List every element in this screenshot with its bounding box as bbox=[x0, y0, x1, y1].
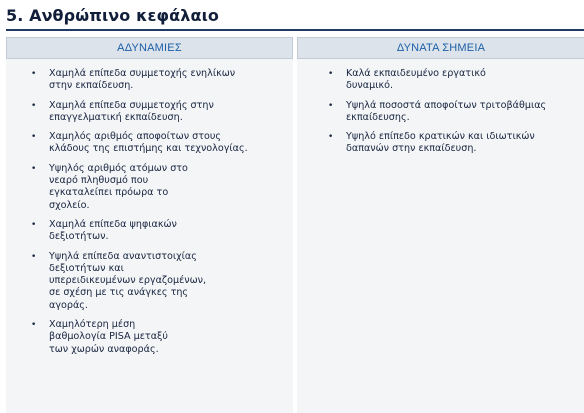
weaknesses-list bbox=[6, 59, 293, 356]
list-item bbox=[6, 68, 245, 93]
list-item bbox=[297, 131, 542, 156]
item-text: Υψηλά ποσοστά αποφοίτων τριτοβάθμιας εκπαίδευσης. bbox=[346, 99, 547, 123]
list-item bbox=[6, 319, 187, 356]
item-text: Υψηλά επίπεδα αναντιστοιχίας δεξιοτήτων και υπερειδικευμένων εργαζομένων, σε σχέση με τις ανάγκες της αγοράς. bbox=[49, 250, 207, 311]
bullet-icon: • bbox=[31, 132, 37, 143]
weaknesses-column bbox=[6, 37, 297, 413]
list-item bbox=[6, 251, 209, 312]
item-text: Υψηλός αριθμός ατόμων στο νεαρό πληθυσμό που εγκαταλείπει πρόωρα το σχολείο. bbox=[49, 162, 188, 211]
swot-table bbox=[6, 37, 584, 413]
bullet-icon: • bbox=[31, 163, 37, 174]
item-text: Χαμηλά επίπεδα ψηφιακών δεξιοτήτων. bbox=[49, 218, 177, 243]
list-item bbox=[6, 100, 227, 125]
bullet-icon: • bbox=[31, 100, 37, 111]
bullet-icon: • bbox=[328, 100, 334, 111]
bullet-icon: • bbox=[31, 69, 37, 79]
weaknesses-header: ΑΔΥΝΑΜΙΕΣ bbox=[6, 37, 293, 59]
list-item bbox=[6, 163, 189, 212]
list-item bbox=[297, 100, 558, 125]
list-item bbox=[6, 131, 259, 156]
bullet-icon: • bbox=[31, 251, 37, 262]
bullet-icon: • bbox=[31, 320, 37, 331]
bullet-icon: • bbox=[328, 69, 334, 79]
item-text: Καλά εκπαιδευμένο εργατικό δυναμικό. bbox=[346, 68, 486, 92]
strengths-column bbox=[297, 37, 584, 413]
bullet-icon: • bbox=[31, 219, 37, 230]
strengths-list bbox=[297, 59, 584, 156]
item-text: Χαμηλά επίπεδα συμμετοχής ενηλίκων στην εκπαίδευση. bbox=[49, 68, 236, 92]
bullet-icon: • bbox=[328, 132, 334, 143]
list-item bbox=[297, 68, 496, 93]
item-text: Χαμηλός αριθμός αποφοίτων στους κλάδους της επιστήμης και τεχνολογίας. bbox=[49, 131, 248, 155]
heading-underline bbox=[6, 29, 584, 31]
item-text: Χαμηλότερη μέση βαθμολογία PISA μεταξύ των χωρών αναφοράς. bbox=[49, 319, 168, 355]
list-item bbox=[6, 219, 219, 244]
strengths-header: ΔΥΝΑΤΑ ΣΗΜΕΙΑ bbox=[297, 37, 584, 59]
item-text: Χαμηλά επίπεδα συμμετοχής στην επαγγελματική εκπαίδευση. bbox=[49, 99, 214, 123]
section-heading: 5. Ανθρώπινο κεφάλαιο bbox=[6, 6, 219, 25]
item-text: Υψηλό επίπεδο κρατικών και ιδιωτικών δαπανών στην εκπαίδευση. bbox=[346, 131, 535, 155]
